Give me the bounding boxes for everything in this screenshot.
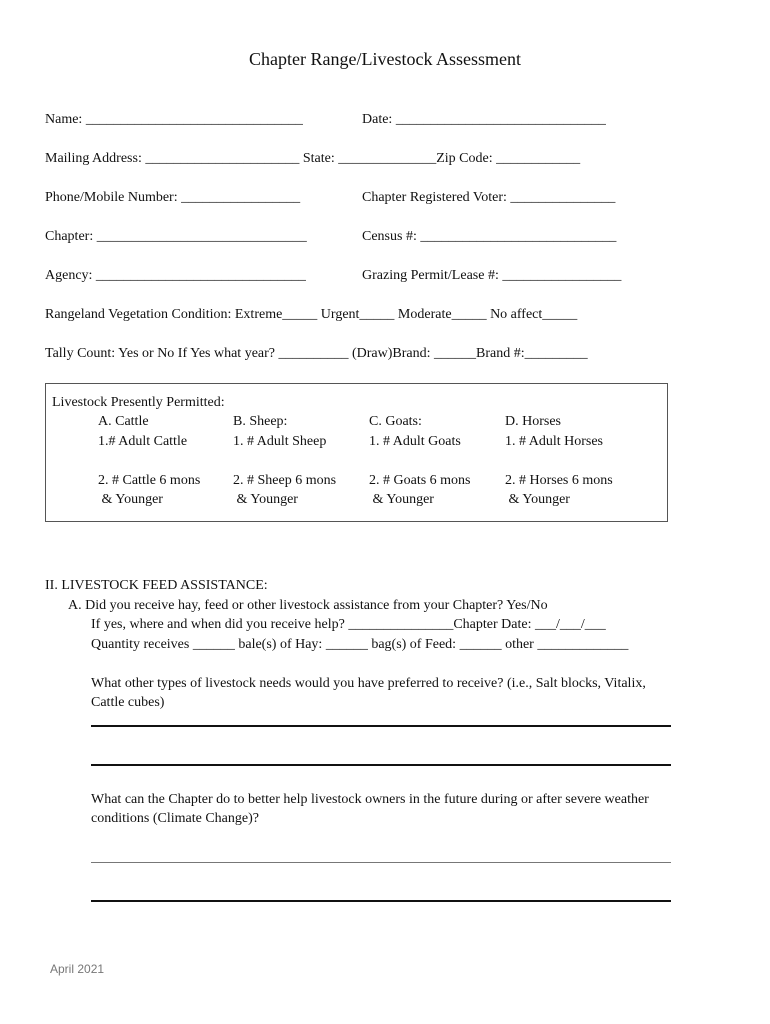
cattle-heading: A. Cattle bbox=[98, 414, 149, 429]
sheep-heading: B. Sheep: bbox=[233, 414, 288, 429]
answer-line[interactable] bbox=[91, 764, 671, 766]
phone-field[interactable]: Phone/Mobile Number: _________________ bbox=[45, 190, 301, 205]
young-goats-field-cont: & Younger bbox=[369, 492, 434, 507]
young-sheep-field[interactable]: 2. # Sheep 6 mons bbox=[233, 473, 337, 488]
question-received-assistance[interactable]: A. Did you receive hay, feed or other livestock assistance from your Chapter? Yes/No bbox=[68, 598, 548, 613]
vegetation-condition-field[interactable]: Rangeland Vegetation Condition: Extreme_____ Urgent_____ Moderate_____ No affect_____ bbox=[45, 307, 578, 322]
question-chapter-help-cont: conditions (Climate Change)? bbox=[91, 811, 259, 826]
tally-count-field[interactable]: Tally Count: Yes or No If Yes what year? __________ (Draw)Brand: ______Brand #:_________ bbox=[45, 346, 588, 361]
young-cattle-field[interactable]: 2. # Cattle 6 mons bbox=[98, 473, 201, 488]
question-other-needs-cont: Cattle cubes) bbox=[91, 695, 165, 710]
registered-voter-field[interactable]: Chapter Registered Voter: _______________ bbox=[362, 190, 616, 205]
mailing-address-field[interactable]: Mailing Address: ______________________ State: ______________Zip Code: ____________ bbox=[45, 151, 581, 166]
livestock-box-heading: Livestock Presently Permitted: bbox=[52, 395, 225, 410]
footer-date: April 2021 bbox=[50, 962, 105, 976]
grazing-permit-field[interactable]: Grazing Permit/Lease #: _________________ bbox=[362, 268, 622, 283]
agency-field[interactable]: Agency: ______________________________ bbox=[45, 268, 306, 283]
chapter-field[interactable]: Chapter: ______________________________ bbox=[45, 229, 307, 244]
adult-sheep-field[interactable]: 1. # Adult Sheep bbox=[233, 434, 327, 449]
question-chapter-help: What can the Chapter do to better help livestock owners in the future during or after severe weather bbox=[91, 792, 649, 807]
young-horses-field[interactable]: 2. # Horses 6 mons bbox=[505, 473, 613, 488]
date-field[interactable]: Date: ______________________________ bbox=[362, 112, 606, 127]
census-field[interactable]: Census #: ____________________________ bbox=[362, 229, 617, 244]
question-other-needs: What other types of livestock needs would you have preferred to receive? (i.e., Salt blocks, Vitalix, bbox=[91, 676, 646, 691]
answer-line[interactable] bbox=[91, 900, 671, 902]
question-where-when[interactable]: If yes, where and when did you receive help? _______________Chapter Date: ___/___/___ bbox=[91, 617, 606, 632]
young-cattle-field-cont: & Younger bbox=[98, 492, 163, 507]
answer-line[interactable] bbox=[91, 725, 671, 727]
name-field[interactable]: Name: _______________________________ bbox=[45, 112, 303, 127]
adult-goats-field[interactable]: 1. # Adult Goats bbox=[369, 434, 461, 449]
goats-heading: C. Goats: bbox=[369, 414, 422, 429]
young-goats-field[interactable]: 2. # Goats 6 mons bbox=[369, 473, 471, 488]
page-title: Chapter Range/Livestock Assessment bbox=[249, 49, 521, 69]
answer-line[interactable] bbox=[91, 862, 671, 863]
section-heading-feed-assistance: II. LIVESTOCK FEED ASSISTANCE: bbox=[45, 578, 268, 593]
adult-cattle-field[interactable]: 1.# Adult Cattle bbox=[98, 434, 188, 449]
young-horses-field-cont: & Younger bbox=[505, 492, 570, 507]
adult-horses-field[interactable]: 1. # Adult Horses bbox=[505, 434, 603, 449]
young-sheep-field-cont: & Younger bbox=[233, 492, 298, 507]
horses-heading: D. Horses bbox=[505, 414, 561, 429]
question-quantity[interactable]: Quantity receives ______ bale(s) of Hay: ______ bag(s) of Feed: ______ other _____________ bbox=[91, 637, 629, 652]
